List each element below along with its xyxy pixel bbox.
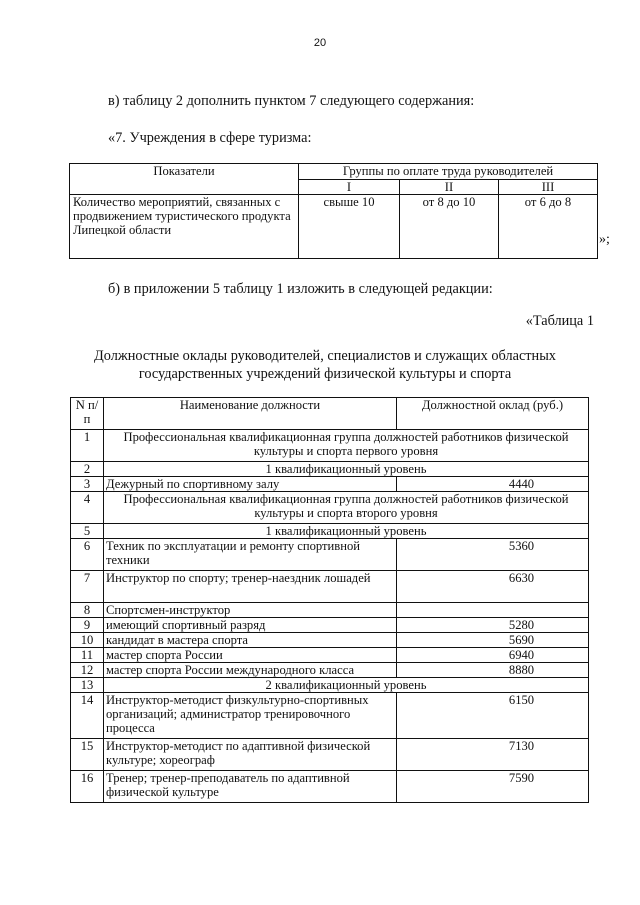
position-name: мастер спорта России международного класса: [104, 663, 397, 678]
table-row: [71, 539, 589, 571]
salary-value: 7590: [397, 771, 589, 803]
closing-quote: »;: [599, 232, 610, 247]
position-name: кандидат в мастера спорта: [104, 633, 397, 648]
row-num: 16: [71, 771, 104, 803]
salary-value: 7130: [397, 739, 589, 771]
table-row: [71, 492, 589, 524]
group-2-header: II: [400, 180, 499, 195]
salary-value: 5360: [397, 539, 589, 571]
table-row: [71, 477, 589, 492]
paragraph-appendix5: б) в приложении 5 таблицу 1 изложить в следующей редакции:: [108, 281, 493, 297]
level-heading: 1 квалификационный уровень: [104, 462, 589, 477]
group-1-value: свыше 10: [299, 195, 400, 259]
position-name: Инструктор-методист физкультурно-спортивных организаций; администратор тренировочного процесса: [104, 693, 397, 739]
table-row: [71, 693, 589, 739]
salary-header: Должностной оклад (руб.): [397, 398, 589, 430]
position-name: имеющий спортивный разряд: [104, 618, 397, 633]
level-heading: 1 квалификационный уровень: [104, 524, 589, 539]
salary-table: [70, 397, 589, 803]
salary-value: 6940: [397, 648, 589, 663]
salary-value: 6630: [397, 571, 589, 603]
position-name: Инструктор по спорту; тренер-наездник лошадей: [104, 571, 397, 603]
table-row: [71, 618, 589, 633]
row-num: 9: [71, 618, 104, 633]
group-2-value: от 8 до 10: [400, 195, 499, 259]
salary-value: 5690: [397, 633, 589, 648]
table-row: [71, 663, 589, 678]
position-name: Дежурный по спортивному залу: [104, 477, 397, 492]
row-num: 5: [71, 524, 104, 539]
row-num: 8: [71, 603, 104, 618]
position-name: Тренер; тренер-преподаватель по адаптивной физической культуре: [104, 771, 397, 803]
row-num: 3: [71, 477, 104, 492]
table-label: «Таблица 1: [525, 313, 594, 329]
row-num: 1: [71, 430, 104, 462]
table-row: [71, 571, 589, 603]
row-num: 14: [71, 693, 104, 739]
table-row: [71, 524, 589, 539]
row-num: 12: [71, 663, 104, 678]
page-number: 20: [313, 37, 327, 49]
salary-value: 8880: [397, 663, 589, 678]
tourism-groups-table: [69, 163, 598, 259]
row-num: 10: [71, 633, 104, 648]
paragraph-table2-amendment: в) таблицу 2 дополнить пунктом 7 следующего содержания:: [108, 93, 475, 109]
paragraph-tourism-item: «7. Учреждения в сфере туризма:: [108, 130, 312, 146]
row-num: 7: [71, 571, 104, 603]
row-num: 6: [71, 539, 104, 571]
table-caption: Должностные оклады руководителей, специалистов и служащих областных государственных учреждений физической культуры и спорта: [94, 348, 556, 382]
row-num: 2: [71, 462, 104, 477]
salary-value: [397, 603, 589, 618]
table-row: [71, 462, 589, 477]
row-num: 13: [71, 678, 104, 693]
table-row: [71, 648, 589, 663]
table-row: [71, 771, 589, 803]
num-header: N п/п: [71, 398, 104, 430]
group-3-header: III: [499, 180, 598, 195]
table-row: [71, 603, 589, 618]
position-header: Наименование должности: [104, 398, 397, 430]
position-name: Техник по эксплуатации и ремонту спортивной техники: [104, 539, 397, 571]
salary-value: 6150: [397, 693, 589, 739]
position-name: мастер спорта России: [104, 648, 397, 663]
level-heading: 2 квалификационный уровень: [104, 678, 589, 693]
position-name: Инструктор-методист по адаптивной физической культуре; хореограф: [104, 739, 397, 771]
table-row: [71, 739, 589, 771]
indicators-header: Показатели: [70, 164, 299, 195]
table-row: [71, 633, 589, 648]
group-heading: Профессиональная квалификационная группа должностей работников физической культуры и спорта первого уровня: [104, 430, 589, 462]
group-3-value: от 6 до 8: [499, 195, 598, 259]
table-row: [71, 430, 589, 462]
row-num: 15: [71, 739, 104, 771]
row-num: 11: [71, 648, 104, 663]
salary-value: 5280: [397, 618, 589, 633]
position-name: Спортсмен-инструктор: [104, 603, 397, 618]
indicator-events-count: Количество мероприятий, связанных с продвижением туристического продукта Липецкой области: [70, 195, 299, 259]
salary-value: 4440: [397, 477, 589, 492]
table-row: [71, 678, 589, 693]
groups-header: Группы по оплате труда руководителей: [299, 164, 598, 180]
group-1-header: I: [299, 180, 400, 195]
group-heading: Профессиональная квалификационная группа должностей работников физической культуры и спорта второго уровня: [104, 492, 589, 524]
row-num: 4: [71, 492, 104, 524]
